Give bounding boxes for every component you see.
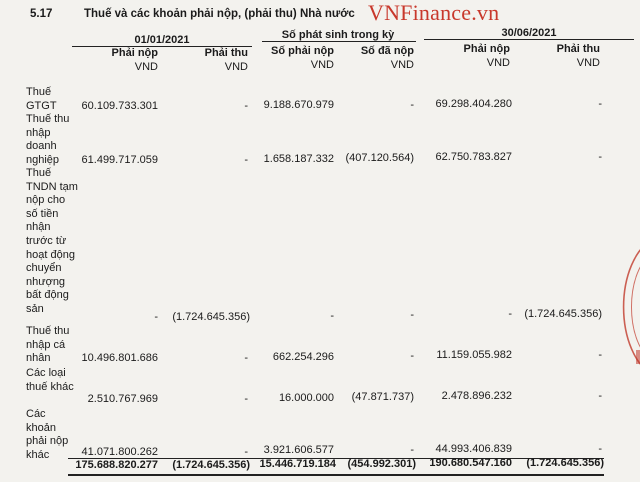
table-cell: - [154,311,158,323]
total-cell: 15.446.719.184 [259,458,336,470]
table-cell: - [410,444,414,456]
table-cell: - [598,151,602,163]
group-rule-period [262,41,416,42]
table-cell: (1.724.645.356) [524,308,602,320]
section-number: 5.17 [30,8,53,20]
table-cell: 10.496.801.686 [81,352,158,364]
col-header-2: Phải thu [204,47,248,59]
table-cell: 662.254.296 [272,351,334,363]
table-cell: (47.871.737) [351,391,414,403]
total-cell: 175.688.820.277 [75,459,158,471]
table-cell: - [508,308,512,320]
table-cell: - [244,352,248,364]
table-cell: 3.921.606.577 [263,444,334,456]
table-cell: 2.510.767.969 [87,393,158,405]
total-rule-bottom [68,474,604,476]
table-cell: - [410,350,414,362]
table-cell: - [244,154,248,166]
row-label-cit-prepaid: Thuế TNDN tạm nộp cho số tiền nhận trước từ hoạt động chuyển nhượng bất động sản [26,167,78,315]
group-header-start: 01/01/2021 [134,34,190,46]
table-cell: - [244,446,248,458]
table-cell: - [244,393,248,405]
row-label-pit: Thuế thu nhập cá nhân [26,325,70,365]
col-unit-3: VND [310,59,334,71]
col-unit-5: VND [486,57,510,69]
total-cell: (1.724.645.356) [526,457,604,469]
table-cell: - [598,98,602,110]
table-cell: 11.159.055.982 [436,349,512,361]
table-cell: 2.478.896.232 [441,390,512,402]
section-title: Thuế và các khoản phải nộp, (phải thu) Nhà nước [84,8,355,20]
table-cell: 44.993.406.839 [435,443,512,455]
group-header-end: 30/06/2021 [501,27,557,39]
table-cell: 41.071.800.262 [81,446,158,458]
total-cell: (1.724.645.356) [172,459,250,471]
col-unit-4: VND [390,59,414,71]
table-cell: - [410,99,414,111]
col-unit-2: VND [224,61,248,73]
table-cell: - [598,390,602,402]
table-cell: 62.750.783.827 [435,151,512,163]
table-cell: (407.120.564) [345,152,414,164]
table-cell: - [410,309,414,321]
col-header-1: Phải nộp [111,47,158,59]
group-rule-end [424,39,634,40]
total-cell: (454.992.301) [347,458,416,470]
table-cell: 1.658.187.332 [263,153,334,165]
row-label-other-payables: Các khoản phải nộp khác [26,408,69,461]
total-cell: 190.680.547.160 [429,457,512,469]
table-cell: 16.000.000 [278,392,334,404]
col-header-5: Phải nộp [463,43,510,55]
col-unit-6: VND [576,57,600,69]
table-cell: - [244,100,248,112]
table-cell: - [598,349,602,361]
table-cell: 69.298.404.280 [435,98,512,110]
seal-stamp-icon [622,232,640,382]
row-label-other-taxes: Các loại thuế khác [26,367,74,393]
watermark-text: VNFinance.vn [368,0,500,25]
col-header-4: Số đã nộp [360,45,414,57]
col-unit-1: VND [134,61,158,73]
col-header-3: Số phải nộp [271,45,334,57]
table-cell: 60.109.733.301 [81,100,158,112]
table-cell: - [598,443,602,455]
table-cell: 9.188.670.979 [263,99,334,111]
row-label-cit: Thuế thu nhập doanh nghiệp [26,113,70,166]
table-cell: - [330,310,334,322]
row-label-vat: Thuế GTGT [26,86,57,112]
group-header-period: Số phát sinh trong kỳ [281,29,395,41]
col-header-6: Phải thu [556,43,600,55]
table-cell: (1.724.645.356) [172,311,250,323]
table-cell: 61.499.717.059 [81,154,158,166]
